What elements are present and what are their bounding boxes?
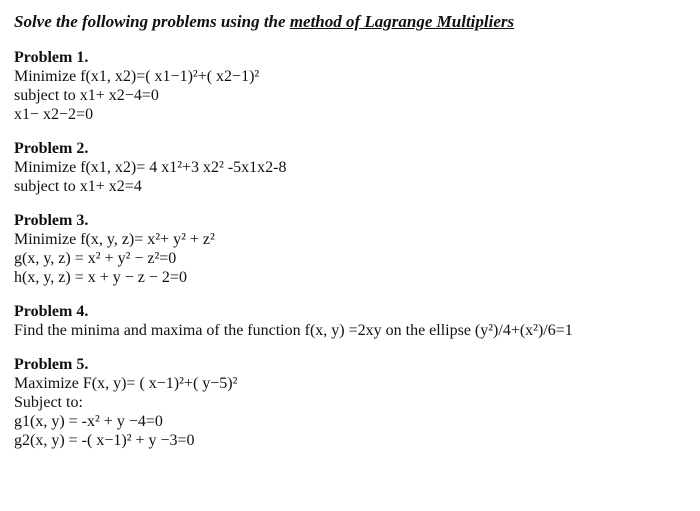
problem-5-title: Problem 5. — [14, 356, 89, 373]
problem-5-constraint-g2: g2(x, y) = -( x−1)² + y −3=0 — [14, 432, 195, 449]
problem-2-title: Problem 2. — [14, 140, 89, 157]
problem-3-title: Problem 3. — [14, 212, 89, 229]
problem-5-constraint-g1: g1(x, y) = -x² + y −4=0 — [14, 413, 163, 430]
heading-lead: Solve the following problems using the — [14, 12, 290, 31]
problem-2-constraint: subject to x1+ x2=4 — [14, 178, 142, 195]
instructions-heading — [14, 12, 690, 32]
problem-4-title: Problem 4. — [14, 303, 89, 320]
problem-4 — [14, 303, 690, 340]
problem-3-constraint-g: g(x, y, z) = x² + y² − z²=0 — [14, 250, 177, 267]
problem-5-objective: Maximize F(x, y)= ( x−1)²+( y−5)² — [14, 375, 238, 392]
problem-1-objective: Minimize f(x1, x2)=( x1−1)²+( x2−1)² — [14, 68, 260, 85]
problem-2-objective: Minimize f(x1, x2)= 4 x1²+3 x2² -5x1x2-8 — [14, 159, 287, 176]
problem-4-statement: Find the minima and maxima of the function f(x, y) =2xy on the ellipse (y²)/4+(x²)/6=1 — [14, 322, 573, 339]
problem-1-constraint-1: subject to x1+ x2−4=0 — [14, 87, 159, 104]
problem-1 — [14, 49, 690, 124]
problem-3-constraint-h: h(x, y, z) = x + y − z − 2=0 — [14, 269, 187, 286]
problem-1-constraint-2: x1− x2−2=0 — [14, 106, 94, 123]
problem-3 — [14, 212, 690, 287]
problem-2 — [14, 140, 690, 196]
problem-3-objective: Minimize f(x, y, z)= x²+ y² + z² — [14, 231, 215, 248]
problem-5 — [14, 356, 690, 450]
heading-method: method of Lagrange Multipliers — [289, 12, 515, 31]
problem-5-subject-to: Subject to: — [14, 394, 83, 411]
problem-1-title: Problem 1. — [14, 49, 89, 66]
